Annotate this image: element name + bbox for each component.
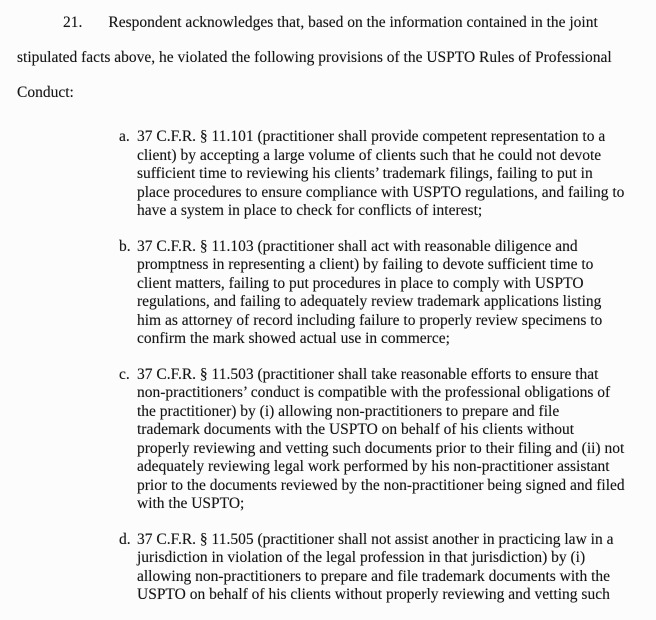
item-line: regulations, and failing to adequately review trademark applications listing — [137, 293, 602, 310]
item-text — [137, 128, 624, 221]
list-item-b — [119, 238, 656, 349]
item-line: allowing non-practitioners to prepare and file trademark documents with the — [137, 567, 611, 585]
paragraph-number: 21. — [63, 14, 83, 31]
item-line: 37 C.F.R. § 11.103 (practitioner shall act with reasonable diligence and — [137, 237, 578, 255]
violations-list — [119, 128, 656, 605]
paragraph-line: Conduct: — [17, 84, 74, 101]
item-letter: c. — [119, 365, 130, 383]
item-line: jurisdiction in violation of the legal profession in that jurisdiction) by (i) — [137, 549, 586, 566]
item-text — [137, 366, 625, 514]
item-line: adequately reviewing legal work performed by his non-practitioner assistant — [137, 458, 610, 475]
item-line: non-practitioners’ conduct is compatible with the professional obligations of — [137, 384, 611, 401]
item-line: 37 C.F.R. § 11.101 (practitioner shall provide competent representation to a — [137, 128, 606, 145]
item-line: 37 C.F.R. § 11.505 (practitioner shall not assist another in practicing law in a — [137, 530, 614, 548]
item-letter: a. — [119, 128, 130, 145]
item-line: client) by accepting a large volume of clients such that he could not devote — [137, 146, 602, 164]
item-line: place procedures to ensure compliance with USPTO regulations, and failing to — [137, 183, 625, 201]
item-text — [137, 531, 613, 605]
item-line: have a system in place to check for conflicts of interest; — [137, 202, 483, 219]
item-line: with the USPTO; — [137, 495, 245, 512]
item-line: confirm the mark showed actual use in commerce; — [137, 330, 450, 347]
item-line: trademark documents with the USPTO on behalf of his clients without — [137, 421, 575, 438]
paragraph-text: Respondent acknowledges that, based on the information contained in the joint — [108, 14, 598, 31]
item-line: the practitioner) by (i) allowing non-practitioners to prepare and file — [137, 402, 560, 420]
item-text — [137, 238, 602, 349]
item-line: properly reviewing and vetting such documents prior to their filing and (ii) not — [137, 439, 625, 457]
paragraph-21 — [0, 0, 656, 110]
list-item-a — [119, 128, 656, 221]
item-line: promptness in representing a client) by failing to devote sufficient time to — [137, 256, 594, 273]
paragraph-line: stipulated facts above, he violated the following provisions of the USPTO Rules of Professional — [17, 49, 612, 66]
item-line: 37 C.F.R. § 11.503 (practitioner shall take reasonable efforts to ensure that — [137, 365, 599, 383]
list-item-c — [119, 366, 656, 514]
item-letter: b. — [119, 237, 131, 255]
item-line: client matters, failing to put procedures in place to comply with USPTO — [137, 274, 584, 292]
item-line: him as attorney of record including failure to properly review specimens to — [137, 311, 603, 329]
list-item-d — [119, 531, 656, 605]
item-letter: d. — [119, 530, 131, 548]
item-line: prior to the documents reviewed by the non-practitioner being signed and filed — [137, 476, 625, 494]
item-line: sufficient time to reviewing his clients’ trademark filings, failing to put in — [137, 165, 593, 182]
item-line: USPTO on behalf of his clients without properly reviewing and vetting such — [137, 586, 610, 603]
paragraph-line — [17, 5, 656, 40]
